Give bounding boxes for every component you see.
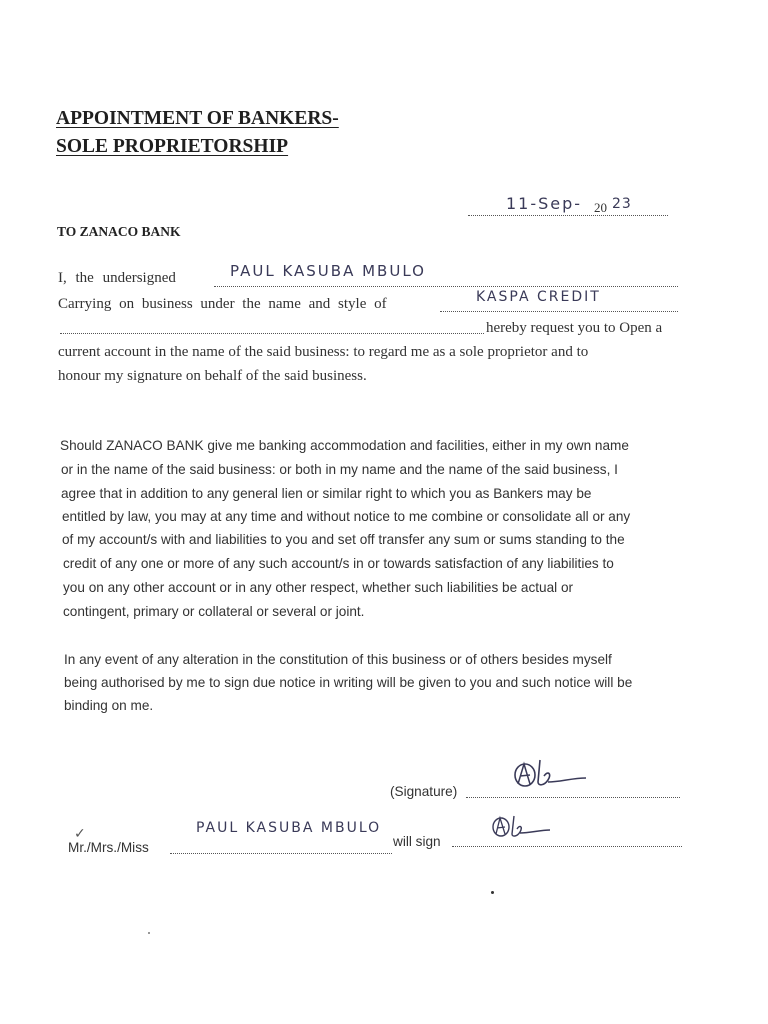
signer-name-dotted-line bbox=[170, 853, 392, 854]
paragraph-line: or in the name of the said business: or both in my name and the name of the said business, I bbox=[61, 462, 618, 477]
paragraph-line: of my account/s with and liabilities to you and set off transfer any sum or sums standing to the bbox=[62, 532, 625, 547]
honour-signature-line: honour my signature on behalf of the said business. bbox=[58, 368, 367, 384]
second-signature-mark bbox=[488, 812, 554, 847]
paragraph-line: contingent, primary or collateral or several or joint. bbox=[63, 604, 365, 619]
handwritten-undersigned-name: PAUL KASUBA MBULO bbox=[230, 262, 426, 280]
will-sign-label: will sign bbox=[393, 834, 441, 849]
handwritten-signer-name: PAUL KASUBA MBULO bbox=[196, 820, 382, 836]
scan-speck bbox=[148, 932, 150, 934]
handwritten-business-name: KASPA CREDIT bbox=[476, 289, 601, 305]
title-label: Mr./Mrs./Miss bbox=[68, 840, 149, 855]
paragraph-line: Should ZANACO BANK give me banking accommodation and facilities, either in my own name bbox=[60, 438, 629, 453]
handwritten-date: 11-Sep- bbox=[506, 194, 583, 213]
check-mark-icon: ✓ bbox=[74, 826, 86, 842]
business-name-dotted-line bbox=[440, 311, 678, 312]
paragraph-line: being authorised by me to sign due notice in writing will be given to you and such notice will be bbox=[64, 675, 633, 690]
current-account-line: current account in the name of the said business: to regard me as a sole proprietor and to bbox=[58, 344, 589, 360]
document-title-line-1: APPOINTMENT OF BANKERS- bbox=[56, 108, 339, 129]
signature-mark bbox=[508, 756, 592, 797]
handwritten-year: 23 bbox=[612, 196, 632, 212]
date-field bbox=[468, 196, 670, 220]
paragraph-line: agree that in addition to any general lien or similar right to which you as Bankers may be bbox=[61, 486, 592, 501]
paragraph-line: you on any other account or in any other respect, whether such liabilities be actual or bbox=[63, 580, 574, 595]
paragraph-line: binding on me. bbox=[64, 698, 154, 713]
undersigned-dotted-line bbox=[214, 286, 678, 287]
request-text: hereby request you to Open a bbox=[486, 320, 663, 336]
scan-speck bbox=[491, 891, 494, 894]
document-title-line-2: SOLE PROPRIETORSHIP bbox=[56, 136, 289, 157]
signature-dotted-line bbox=[466, 797, 680, 798]
paragraph-line: entitled by law, you may at any time and without notice to me combine or consolidate all or any bbox=[62, 509, 631, 524]
paragraph-line: credit of any one or more of any such account/s in or towards satisfaction of any liabilities to bbox=[63, 556, 614, 571]
addressee: TO ZANACO BANK bbox=[57, 224, 181, 239]
signature-label: (Signature) bbox=[390, 784, 458, 799]
continuation-dotted-line bbox=[60, 333, 484, 334]
will-sign-dotted-line bbox=[452, 846, 682, 847]
date-dotted-line bbox=[468, 215, 668, 216]
paragraph-line: In any event of any alteration in the constitution of this business or of others besides myself bbox=[64, 652, 612, 667]
date-year-prefix: 20 bbox=[594, 200, 607, 215]
business-label: Carrying on business under the name and style of bbox=[58, 296, 387, 312]
undersigned-label: I, the undersigned bbox=[58, 270, 176, 286]
